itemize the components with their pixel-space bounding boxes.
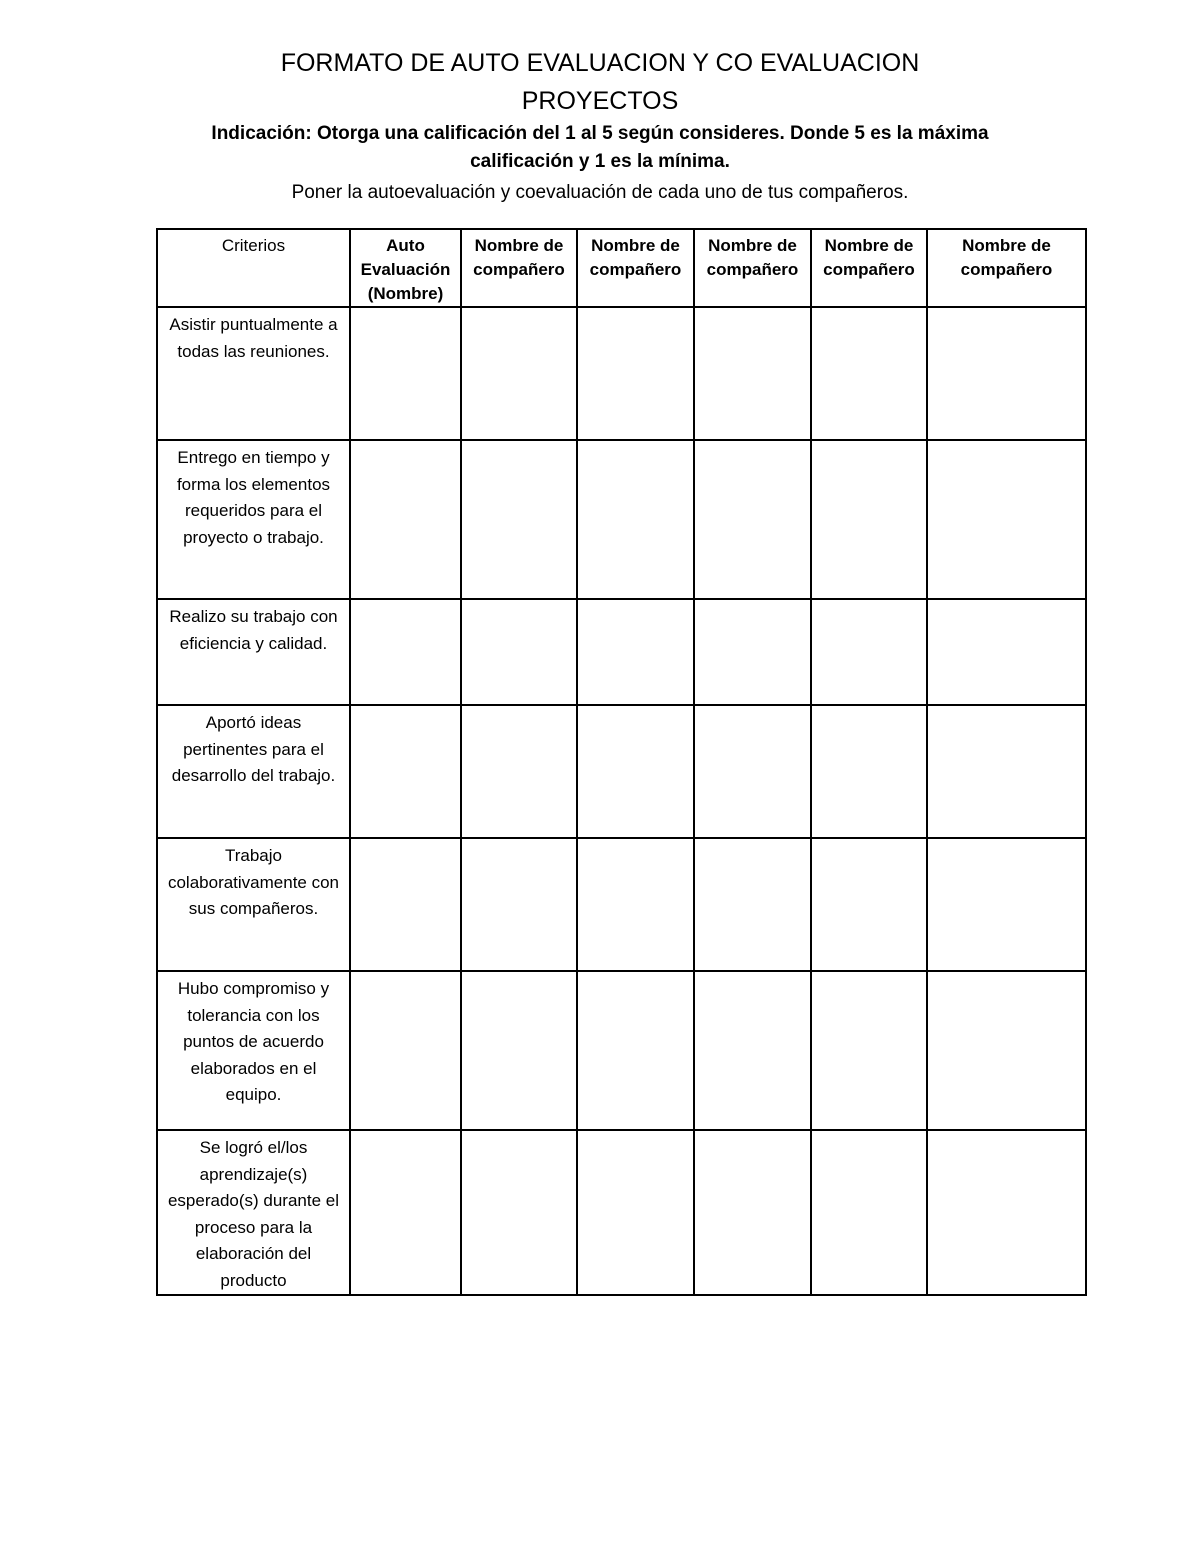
score-cell-companero-2[interactable]: [577, 838, 694, 971]
document-title: FORMATO DE AUTO EVALUACION Y CO EVALUACION: [280, 49, 920, 77]
score-cell-companero-1[interactable]: [461, 971, 577, 1130]
score-cell-companero-3[interactable]: [694, 599, 811, 705]
table-row: [157, 1130, 1086, 1295]
score-cell-companero-3[interactable]: [694, 1130, 811, 1295]
score-cell-companero-4[interactable]: [811, 307, 927, 440]
score-cell-companero-2[interactable]: [577, 971, 694, 1130]
header-auto-evaluacion: Auto Evaluación (Nombre): [350, 229, 461, 307]
score-cell-auto[interactable]: [350, 599, 461, 705]
score-cell-auto[interactable]: [350, 307, 461, 440]
score-cell-companero-4[interactable]: [811, 440, 927, 599]
score-cell-companero-5[interactable]: [927, 307, 1086, 440]
score-cell-companero-5[interactable]: [927, 705, 1086, 838]
score-cell-companero-3[interactable]: [694, 971, 811, 1130]
score-cell-auto[interactable]: [350, 440, 461, 599]
score-cell-companero-4[interactable]: [811, 971, 927, 1130]
evaluation-table: [156, 228, 1087, 1296]
score-cell-companero-2[interactable]: [577, 440, 694, 599]
score-cell-companero-5[interactable]: [927, 1130, 1086, 1295]
score-cell-companero-5[interactable]: [927, 971, 1086, 1130]
score-cell-companero-1[interactable]: [461, 440, 577, 599]
score-cell-companero-3[interactable]: [694, 307, 811, 440]
score-cell-auto[interactable]: [350, 705, 461, 838]
score-cell-auto[interactable]: [350, 971, 461, 1130]
header-companero-3: Nombre de compañero: [694, 229, 811, 307]
table-row: [157, 307, 1086, 440]
score-cell-companero-2[interactable]: [577, 599, 694, 705]
score-cell-companero-1[interactable]: [461, 838, 577, 971]
score-cell-companero-1[interactable]: [461, 705, 577, 838]
document-subtitle: PROYECTOS: [521, 87, 679, 115]
score-cell-companero-3[interactable]: [694, 440, 811, 599]
score-cell-companero-3[interactable]: [694, 705, 811, 838]
table-row: [157, 440, 1086, 599]
score-cell-companero-5[interactable]: [927, 440, 1086, 599]
score-cell-companero-5[interactable]: [927, 838, 1086, 971]
score-cell-companero-4[interactable]: [811, 1130, 927, 1295]
indication-line-3: Poner la autoevaluación y coevaluación de cada uno de tus compañeros.: [291, 182, 909, 203]
table-row: [157, 705, 1086, 838]
criterion-cell: Se logró el/los aprendizaje(s) esperado(s) durante el proceso para la elaboración del producto: [157, 1130, 350, 1295]
header-companero-4: Nombre de compañero: [811, 229, 927, 307]
criterion-cell: Asistir puntualmente a todas las reuniones.: [157, 307, 350, 440]
score-cell-companero-2[interactable]: [577, 1130, 694, 1295]
criterion-cell: Aportó ideas pertinentes para el desarrollo del trabajo.: [157, 705, 350, 838]
header-companero-2: Nombre de compañero: [577, 229, 694, 307]
score-cell-companero-1[interactable]: [461, 307, 577, 440]
score-cell-companero-2[interactable]: [577, 307, 694, 440]
criterion-cell: Entrego en tiempo y forma los elementos requeridos para el proyecto o trabajo.: [157, 440, 350, 599]
score-cell-companero-4[interactable]: [811, 599, 927, 705]
score-cell-auto[interactable]: [350, 838, 461, 971]
score-cell-companero-1[interactable]: [461, 599, 577, 705]
score-cell-companero-3[interactable]: [694, 838, 811, 971]
score-cell-companero-1[interactable]: [461, 1130, 577, 1295]
score-cell-companero-4[interactable]: [811, 838, 927, 971]
indication-line-2: calificación y 1 es la mínima.: [470, 151, 730, 172]
criterion-cell: Trabajo colaborativamente con sus compañeros.: [157, 838, 350, 971]
criterion-cell: Realizo su trabajo con eficiencia y calidad.: [157, 599, 350, 705]
table-row: [157, 838, 1086, 971]
score-cell-companero-4[interactable]: [811, 705, 927, 838]
table-row: [157, 971, 1086, 1130]
score-cell-companero-2[interactable]: [577, 705, 694, 838]
header-companero-1: Nombre de compañero: [461, 229, 577, 307]
header-row: [157, 229, 1086, 307]
header-criterios: Criterios: [157, 229, 350, 307]
table-row: [157, 599, 1086, 705]
score-cell-auto[interactable]: [350, 1130, 461, 1295]
score-cell-companero-5[interactable]: [927, 599, 1086, 705]
criterion-cell: Hubo compromiso y tolerancia con los puntos de acuerdo elaborados en el equipo.: [157, 971, 350, 1130]
header-companero-5: Nombre de compañero: [927, 229, 1086, 307]
indication-line-1: Indicación: Otorga una calificación del 1 al 5 según consideres. Donde 5 es la máxima: [211, 123, 989, 144]
